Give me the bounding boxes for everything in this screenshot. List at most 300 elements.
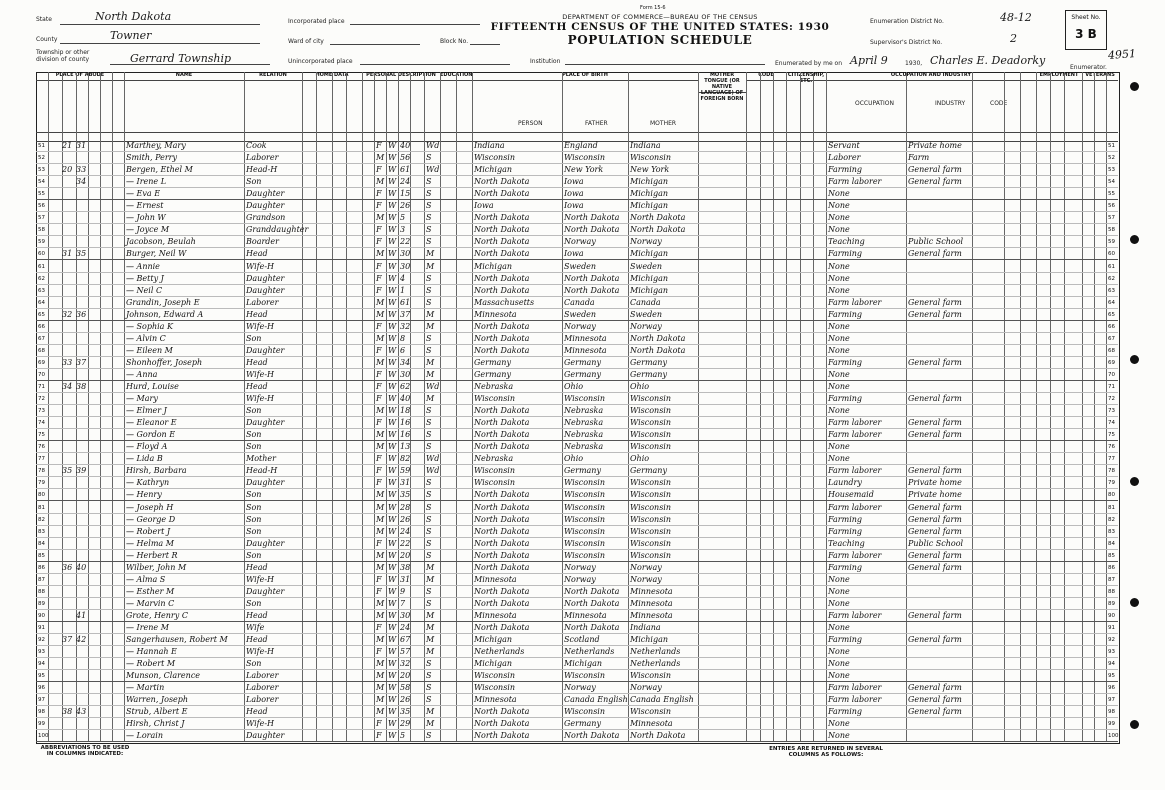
line-number: 96	[1108, 685, 1115, 692]
cell-ms: S	[426, 695, 432, 705]
cell-fbp: North Dakota	[564, 285, 620, 295]
cell-age: 58	[400, 683, 411, 693]
cell-name: Hirsh, Christ J	[126, 719, 185, 729]
line-number: 85	[1108, 552, 1115, 559]
cell-fbp: Iowa	[564, 201, 584, 211]
cell-rel: Wife-H	[246, 647, 275, 657]
cell-ind: General farm	[908, 165, 962, 175]
cell-occ: None	[828, 647, 850, 657]
group-veterans: VETERANS	[1082, 72, 1118, 81]
cell-occ: None	[828, 213, 850, 223]
cell-race: W	[388, 297, 397, 307]
cell-name: — Alma S	[126, 574, 166, 584]
cell-fbp: Michigan	[564, 659, 602, 669]
cell-ind: Private home	[908, 490, 962, 500]
cell-sex: M	[376, 683, 385, 693]
cell-ind: Public School	[908, 538, 964, 548]
enumerated-label: Enumerated by me on	[775, 60, 843, 67]
cell-ind: General farm	[908, 394, 962, 404]
cell-race: W	[388, 719, 397, 729]
group-employment: EMPLOYMENT	[1036, 72, 1082, 81]
cell-ind: General farm	[908, 550, 962, 560]
cell-sex: M	[376, 610, 385, 620]
cell-occ: None	[828, 321, 850, 331]
line-number: 63	[1108, 287, 1115, 294]
cell-ms: M	[426, 719, 435, 729]
line-number: 87	[38, 576, 45, 583]
cell-rel: Boarder	[246, 237, 279, 247]
cell-occ: None	[828, 454, 850, 464]
cell-occ: Farm laborer	[828, 683, 882, 693]
cell-occ: Farming	[828, 526, 863, 536]
cell-ind	[908, 441, 972, 453]
cell-rel: Daughter	[246, 285, 285, 295]
cell-rel: Son	[246, 502, 262, 512]
cell-sex: F	[376, 273, 382, 283]
cell-race: W	[388, 406, 397, 416]
cell-race: W	[388, 153, 397, 163]
sheet-number-box	[1065, 10, 1107, 50]
cell-bp: North Dakota	[474, 430, 530, 440]
cell-age: 15	[400, 189, 411, 199]
schedule-title: POPULATION SCHEDULE	[567, 33, 753, 47]
line-number: 63	[38, 287, 45, 294]
cell-sex: M	[376, 309, 385, 319]
cell-fam	[76, 586, 88, 598]
line-number: 99	[38, 721, 45, 728]
form-number: Form 15-6	[640, 5, 666, 11]
cell-name: Hurd, Louise	[126, 382, 179, 391]
cell-ind	[908, 200, 972, 212]
cell-race: W	[388, 695, 397, 705]
cell-mbp: North Dakota	[630, 731, 686, 741]
table-row	[36, 417, 1118, 429]
col-code: CODE	[990, 100, 1008, 107]
line-number: 94	[38, 661, 45, 668]
line-number: 66	[1108, 323, 1115, 330]
cell-fam	[76, 417, 88, 429]
cell-rel: Laborer	[246, 297, 279, 307]
cell-mbp: Canada English	[630, 695, 694, 705]
cell-sex: F	[376, 466, 382, 476]
cell-bp: North Dakota	[474, 406, 530, 416]
table-row	[36, 730, 1118, 742]
cell-age: 30	[400, 369, 411, 379]
cell-sex: F	[376, 165, 382, 175]
cell-age: 1	[400, 285, 406, 295]
cell-occ: None	[828, 333, 850, 343]
cell-name: — Henry	[126, 490, 162, 500]
cell-race: W	[388, 273, 397, 283]
table-row	[36, 574, 1118, 586]
cell-mbp: Ohio	[630, 454, 650, 464]
cell-sex: F	[376, 586, 382, 596]
cell-rel: Head	[246, 382, 268, 391]
cell-sex: M	[376, 635, 385, 645]
line-number: 95	[1108, 673, 1115, 680]
cell-race: W	[388, 382, 397, 391]
cell-fbp: Iowa	[564, 177, 584, 187]
cell-sex: M	[376, 514, 385, 524]
cell-fam: 36	[76, 309, 87, 319]
punch-hole	[1130, 477, 1139, 486]
cell-ms: Wd	[426, 165, 440, 175]
table-row	[36, 562, 1118, 574]
cell-fam	[76, 453, 88, 465]
cell-occ: None	[828, 586, 850, 596]
cell-name: Smith, Perry	[126, 153, 178, 163]
cell-rel: Head	[246, 309, 268, 319]
cell-name: — Joyce M	[126, 225, 170, 235]
cell-ind	[908, 321, 972, 333]
line-number: 72	[38, 396, 45, 403]
cell-bp: Wisconsin	[474, 683, 516, 693]
cell-race: W	[388, 466, 397, 476]
cell-fam	[76, 333, 88, 345]
group-personal: PERSONAL DESCRIPTION	[362, 72, 440, 81]
cell-race: W	[388, 285, 397, 295]
cell-ind: General farm	[908, 707, 962, 717]
cell-name: Grote, Henry C	[126, 610, 188, 620]
line-number: 81	[38, 504, 45, 511]
cell-rel: Wife-H	[246, 719, 275, 729]
cell-age: 16	[400, 430, 411, 440]
cell-name: Grandin, Joseph E	[126, 297, 200, 307]
cell-ms: S	[426, 213, 432, 223]
cell-occ: Farm laborer	[828, 466, 882, 476]
cell-ms: M	[426, 574, 435, 584]
cell-fam	[76, 526, 88, 538]
cell-mbp: Wisconsin	[630, 538, 672, 548]
cell-fam	[76, 489, 88, 501]
cell-occ: Teaching	[828, 237, 865, 247]
line-number: 96	[38, 685, 45, 692]
cell-age: 59	[400, 466, 411, 476]
cell-ms: M	[426, 707, 435, 717]
state-value: North Dakota	[95, 10, 172, 23]
cell-fbp: Norway	[564, 574, 596, 584]
cell-fam: 33	[76, 165, 87, 175]
cell-age: 22	[400, 237, 411, 247]
cell-ms: M	[426, 394, 435, 404]
cell-fbp: Netherlands	[564, 647, 615, 657]
cell-rel: Laborer	[246, 671, 279, 681]
cell-ms: S	[426, 406, 432, 416]
cell-age: 62	[400, 382, 411, 391]
cell-race: W	[388, 647, 397, 657]
cell-sex: F	[376, 201, 382, 211]
cell-age: 31	[400, 478, 411, 488]
cell-mbp: Norway	[630, 562, 662, 572]
cell-bp: Michigan	[474, 261, 512, 271]
cell-rel: Daughter	[246, 201, 285, 211]
cell-fbp: Norway	[564, 237, 596, 247]
cell-ind: General farm	[908, 357, 962, 367]
cell-occ: None	[828, 731, 850, 741]
department-title: DEPARTMENT OF COMMERCE—BUREAU OF THE CENSUS	[562, 13, 758, 21]
cell-dw: 32	[62, 309, 73, 319]
cell-rel: Daughter	[246, 586, 285, 596]
group-occupation: OCCUPATION AND INDUSTRY	[826, 72, 1036, 81]
cell-fbp: Germany	[564, 466, 601, 476]
cell-sex: F	[376, 719, 382, 729]
cell-rel: Daughter	[246, 418, 285, 428]
cell-age: 57	[400, 647, 411, 657]
cell-fam	[76, 285, 88, 297]
cell-sex: M	[376, 333, 385, 343]
cell-race: W	[388, 430, 397, 440]
cell-name: Sangerhausen, Robert M	[126, 635, 228, 645]
cell-fam	[76, 429, 88, 441]
line-number: 62	[1108, 275, 1115, 282]
cell-ind: General farm	[908, 297, 962, 307]
cell-ind: General farm	[908, 249, 962, 259]
table-row	[36, 550, 1118, 562]
cell-rel: Daughter	[246, 478, 285, 488]
cell-age: 67	[400, 635, 411, 645]
cell-fam	[76, 598, 88, 610]
cell-name: — Joseph H	[126, 502, 174, 512]
cell-age: 82	[400, 454, 411, 464]
cell-fam: 37	[76, 357, 87, 367]
line-number: 60	[1108, 251, 1115, 258]
cell-rel: Son	[246, 659, 262, 669]
year-label: 1930,	[905, 60, 923, 67]
cell-rel: Son	[246, 490, 262, 500]
line-number: 83	[38, 528, 45, 535]
cell-ind: General farm	[908, 309, 962, 319]
cell-ms: M	[426, 357, 435, 367]
cell-sex: F	[376, 538, 382, 548]
cell-fam	[76, 550, 88, 562]
cell-fbp: Wisconsin	[564, 707, 606, 717]
line-number: 79	[1108, 480, 1115, 487]
cell-fbp: Wisconsin	[564, 550, 606, 560]
cell-race: W	[388, 225, 397, 235]
cell-name: — Mary	[126, 394, 158, 404]
cell-rel: Grandson	[246, 213, 286, 223]
table-row	[36, 502, 1118, 514]
cell-age: 5	[400, 213, 406, 223]
cell-rel: Cook	[246, 141, 267, 150]
cell-mbp: Wisconsin	[630, 394, 672, 404]
line-number: 90	[1108, 612, 1115, 619]
table-row	[36, 393, 1118, 405]
cell-mbp: Michigan	[630, 249, 668, 259]
cell-ind: General farm	[908, 635, 962, 645]
cell-fbp: Sweden	[564, 309, 597, 319]
cell-sex: F	[376, 141, 382, 150]
cell-mbp: North Dakota	[630, 213, 686, 223]
cell-mbp: Wisconsin	[630, 406, 672, 416]
cell-ind	[908, 646, 972, 658]
line-number: 69	[1108, 359, 1115, 366]
cell-rel: Head	[246, 635, 268, 645]
cell-age: 40	[400, 141, 411, 150]
cell-name: — Betty J	[126, 273, 164, 283]
cell-name: — John W	[126, 213, 166, 223]
cell-name: — Lida B	[126, 454, 163, 464]
line-number: 66	[38, 323, 45, 330]
cell-fbp: North Dakota	[564, 586, 620, 596]
cell-occ: Farming	[828, 394, 863, 404]
cell-race: W	[388, 683, 397, 693]
cell-name: — Lorain	[126, 731, 163, 741]
cell-sex: F	[376, 321, 382, 331]
cell-mbp: Ohio	[630, 382, 650, 391]
cell-mbp: Wisconsin	[630, 707, 672, 717]
cell-sex: M	[376, 249, 385, 259]
cell-age: 26	[400, 201, 411, 211]
cell-fbp: Minnesota	[564, 610, 607, 620]
cell-occ: Laundry	[828, 478, 862, 488]
cell-bp: North Dakota	[474, 623, 530, 632]
cell-name: Marthey, Mary	[126, 141, 186, 150]
cell-occ: None	[828, 273, 850, 283]
cell-rel: Daughter	[246, 189, 285, 199]
cell-sex: F	[376, 731, 382, 741]
cell-sex: F	[376, 225, 382, 235]
table-row	[36, 670, 1118, 682]
enumerator-label: Enumerator.	[1070, 64, 1107, 71]
group-citizenship: CITIZENSHIP, ETC.	[787, 72, 825, 84]
cell-name: Wilber, John M	[126, 562, 187, 572]
cell-race: W	[388, 502, 397, 512]
cell-age: 28	[400, 502, 411, 512]
cell-occ: None	[828, 382, 850, 391]
cell-occ: None	[828, 285, 850, 295]
cell-race: W	[388, 574, 397, 584]
table-row	[36, 273, 1118, 285]
cell-mbp: Netherlands	[630, 647, 681, 657]
cell-name: — Elmer J	[126, 406, 167, 416]
cell-mbp: Minnesota	[630, 719, 673, 729]
cell-dw	[62, 417, 76, 429]
cell-ms: Wd	[426, 454, 440, 464]
line-number: 56	[1108, 203, 1115, 210]
line-number: 70	[1108, 371, 1115, 378]
cell-ind: General farm	[908, 610, 962, 620]
return-note: ENTRIES ARE RETURNED IN SEVERAL COLUMNS AS FOLLOWS:	[769, 746, 883, 758]
cell-bp: Minnesota	[474, 574, 517, 584]
cell-fbp: Wisconsin	[564, 502, 606, 512]
cell-age: 5	[400, 731, 406, 741]
cell-occ: Laborer	[828, 153, 861, 163]
cell-name: Strub, Albert E	[126, 707, 188, 717]
cell-sex: F	[376, 285, 382, 295]
line-number: 71	[38, 384, 45, 390]
cell-fbp: Norway	[564, 562, 596, 572]
cell-ind	[908, 381, 972, 393]
cell-occ: None	[828, 719, 850, 729]
cell-dw	[62, 261, 76, 273]
table-row	[36, 224, 1118, 236]
table-row	[36, 646, 1118, 658]
cell-name: Hirsh, Barbara	[126, 466, 187, 476]
cell-mbp: Wisconsin	[630, 526, 672, 536]
cell-ms: S	[426, 201, 432, 211]
line-number: 62	[38, 275, 45, 282]
cell-bp: North Dakota	[474, 321, 530, 331]
cell-ms: S	[426, 671, 432, 681]
cell-ms: S	[426, 189, 432, 199]
cell-occ: Teaching	[828, 538, 865, 548]
cell-race: W	[388, 201, 397, 211]
line-number: 80	[38, 492, 45, 499]
cell-fam	[76, 345, 88, 357]
cell-bp: North Dakota	[474, 707, 530, 717]
table-row	[36, 682, 1118, 694]
line-number: 55	[38, 191, 45, 198]
cell-rel: Head	[246, 357, 268, 367]
cell-bp: North Dakota	[474, 586, 530, 596]
table-row	[36, 489, 1118, 501]
group-code: CODE	[746, 72, 786, 81]
cell-rel: Wife-H	[246, 261, 275, 271]
cell-dw	[62, 670, 76, 682]
table-row	[36, 164, 1118, 176]
cell-fam	[76, 188, 88, 200]
cell-sex: F	[376, 394, 382, 404]
cell-fbp: Nebraska	[564, 406, 604, 416]
cell-name: Jacobson, Beulah	[126, 237, 196, 247]
line-number: 87	[1108, 576, 1115, 583]
cell-dw	[62, 658, 76, 670]
cell-name: — Neil C	[126, 285, 163, 295]
cell-ind: General farm	[908, 418, 962, 428]
cell-ms: S	[426, 285, 432, 295]
cell-occ: Farm laborer	[828, 418, 882, 428]
cell-age: 32	[400, 321, 411, 331]
cell-age: 24	[400, 623, 411, 632]
cell-dw	[62, 586, 76, 598]
cell-dw	[62, 176, 76, 188]
cell-race: W	[388, 418, 397, 428]
cell-occ: None	[828, 201, 850, 211]
cell-mbp: North Dakota	[630, 225, 686, 235]
cell-sex: F	[376, 345, 382, 355]
cell-occ: Servant	[828, 141, 860, 150]
cell-ms: S	[426, 490, 432, 500]
cell-sex: M	[376, 550, 385, 560]
enumerator-name: Charles E. Deadorky	[930, 54, 1046, 67]
cell-mbp: New York	[630, 165, 670, 175]
cell-age: 13	[400, 442, 411, 452]
cell-bp: North Dakota	[474, 213, 530, 223]
cell-race: W	[388, 562, 397, 572]
cell-occ: Housemaid	[828, 490, 874, 500]
cell-occ: Farming	[828, 635, 863, 645]
cell-sex: F	[376, 647, 382, 657]
cell-dw	[62, 574, 76, 586]
cell-rel: Son	[246, 177, 262, 187]
cell-mbp: Wisconsin	[630, 430, 672, 440]
cell-ms: S	[426, 153, 432, 163]
cell-sex: M	[376, 357, 385, 367]
cell-dw	[62, 730, 76, 742]
cell-age: 31	[400, 574, 411, 584]
cell-fbp: Norway	[564, 683, 596, 693]
cell-race: W	[388, 659, 397, 669]
cell-bp: North Dakota	[474, 526, 530, 536]
cell-fam	[76, 224, 88, 236]
line-number: 75	[1108, 432, 1115, 439]
cell-name: — Martin	[126, 683, 165, 693]
cell-occ: Farming	[828, 309, 863, 319]
cell-occ: None	[828, 659, 850, 669]
line-number: 74	[38, 420, 45, 427]
cell-dw	[62, 321, 76, 333]
